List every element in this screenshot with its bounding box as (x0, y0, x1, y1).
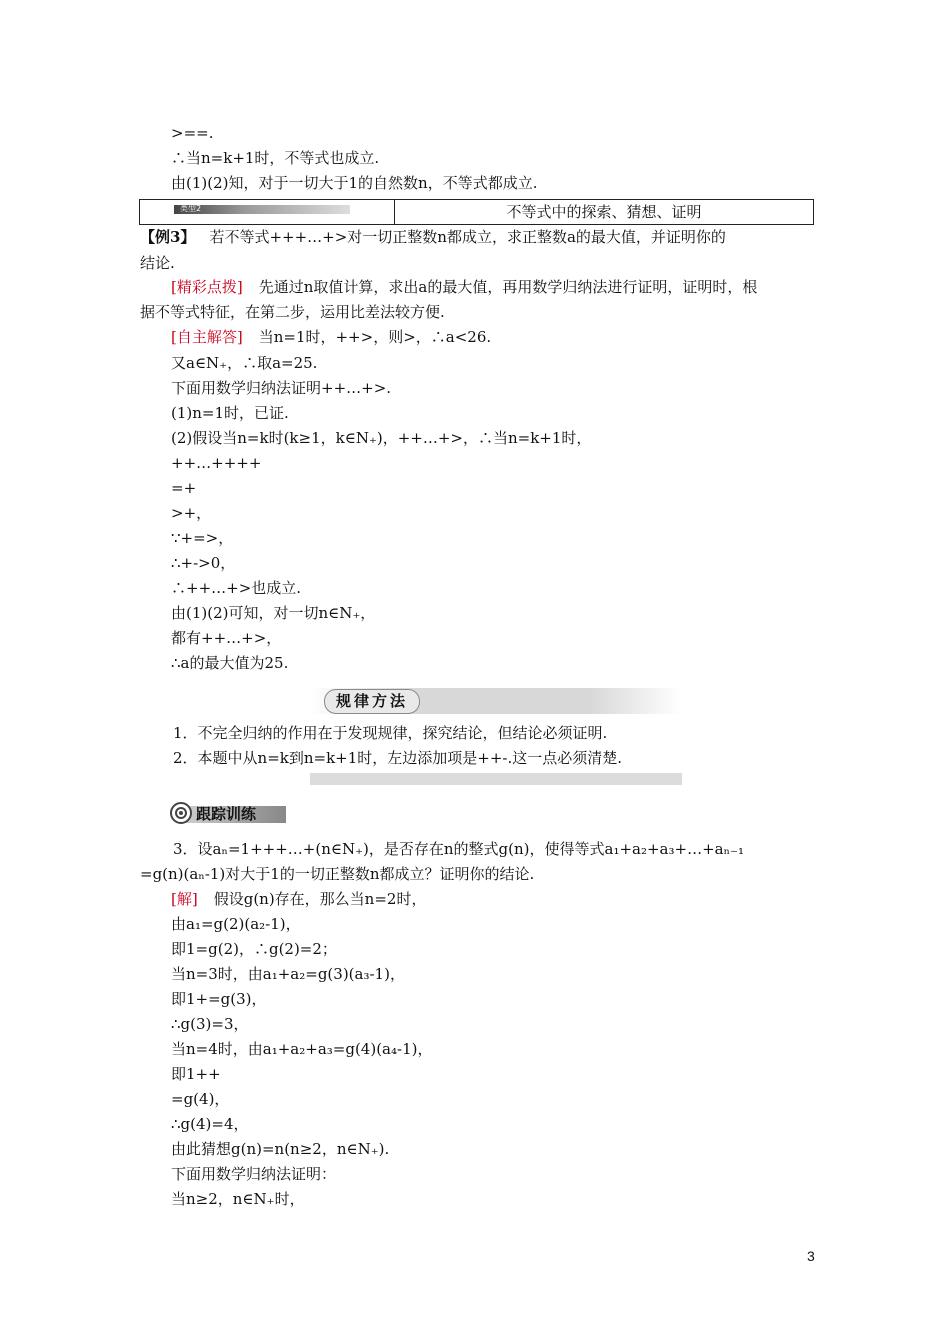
solution-line: 都有++…+>， (171, 629, 282, 647)
proof-line: 当n=3时，由a₁+a₂=g(3)(a₃-1)， (171, 965, 405, 983)
example-line (140, 227, 726, 247)
section-divider (310, 773, 682, 785)
proof-text: 假设g(n)存在，那么当n=2时， (213, 890, 427, 908)
text-line: >==. (171, 124, 214, 142)
follow-up-title: 跟踪训练 (196, 805, 257, 823)
proof-line: 当n=4时，由a₁+a₂+a₃=g(4)(a₄-1)， (171, 1040, 433, 1058)
proof-line: 即1+=g(3)， (171, 990, 267, 1008)
follow-up-header (170, 801, 286, 825)
type-header-bar (139, 199, 814, 225)
type-title: 不等式中的探索、猜想、证明 (506, 203, 702, 221)
example-line: 结论. (140, 254, 175, 272)
target-icon (170, 802, 192, 824)
example-text: 若不等式+++…+>对一切正整数n都成立，求正整数a的最大值，并证明你的 (209, 228, 726, 246)
law-item: 1．不完全归纳的作用在于发现规律，探究结论，但结论必须证明. (173, 724, 608, 742)
solution-line: ∴++…+>也成立. (171, 579, 302, 597)
problem-line: 3．设aₙ=1+++…+(n∈N₊)，是否存在n的整式g(n)，使得等式a₁+a₂+a₃+…+aₙ₋₁ (173, 840, 745, 858)
answer-tag: [自主解答] (171, 328, 243, 346)
hint-line (171, 277, 757, 297)
solution-line: >+， (171, 504, 212, 522)
proof-tag: [解] (171, 890, 198, 908)
solution-line: ++…++++ (171, 454, 262, 472)
proof-line: ∴g(4)=4， (171, 1115, 249, 1133)
proof-line: 由此猜想g(n)=n(n≥2，n∈N₊). (171, 1140, 390, 1158)
proof-line: ∴g(3)=3， (171, 1015, 249, 1033)
example-tag: 【例3】 (140, 228, 196, 246)
hint-line: 据不等式特征，在第二步，运用比差法较方便. (140, 303, 445, 321)
proof-line: 当n≥2，n∈N₊时， (171, 1190, 305, 1208)
law-title: 规律方法 (324, 689, 420, 714)
type-label-cell (140, 200, 395, 224)
hint-tag: [精彩点拨] (171, 278, 243, 296)
solution-line: =+ (171, 479, 197, 497)
proof-line: 下面用数学归纳法证明： (171, 1165, 337, 1183)
proof-line: 即1=g(2)，∴g(2)=2； (171, 940, 337, 958)
proof-line (171, 889, 426, 909)
solution-line: (1)n=1时，已证. (171, 404, 289, 422)
law-item: 2．本题中从n=k到n=k+1时，左边添加项是++-.这一点必须清楚. (173, 749, 623, 767)
solution-line: 由(1)(2)可知，对一切n∈N₊， (171, 604, 376, 622)
text-line: ∴当n=k+1时，不等式也成立. (171, 149, 380, 167)
type-label: 类型2 (180, 204, 202, 213)
answer-line (171, 327, 491, 347)
solution-line: ∴+->0， (171, 554, 236, 572)
problem-line: =g(n)(aₙ-1)对大于1的一切正整数n都成立？证明你的结论. (140, 865, 535, 883)
solution-line: ∵+=>， (171, 529, 234, 547)
proof-line: 即1++ (171, 1065, 221, 1083)
page-number: 3 (807, 1248, 815, 1264)
proof-line: =g(4)， (171, 1090, 230, 1108)
proof-line: 由a₁=g(2)(a₂-1)， (171, 915, 301, 933)
law-banner (310, 688, 682, 714)
solution-line: ∴a的最大值为25. (171, 654, 289, 672)
text-line: 由(1)(2)知，对于一切大于1的自然数n，不等式都成立. (171, 174, 538, 192)
solution-line: (2)假设当n=k时(k≥1，k∈N₊)，++…+>，∴当n=k+1时， (171, 429, 592, 447)
hint-text: 先通过n取值计算，求出a的最大值，再用数学归纳法进行证明，证明时，根 (258, 278, 758, 296)
answer-text: 当n=1时，++>，则>，∴a<26. (258, 328, 492, 346)
solution-line: 下面用数学归纳法证明++…+>. (171, 379, 392, 397)
solution-line: 又a∈N₊，∴取a=25. (171, 354, 318, 372)
